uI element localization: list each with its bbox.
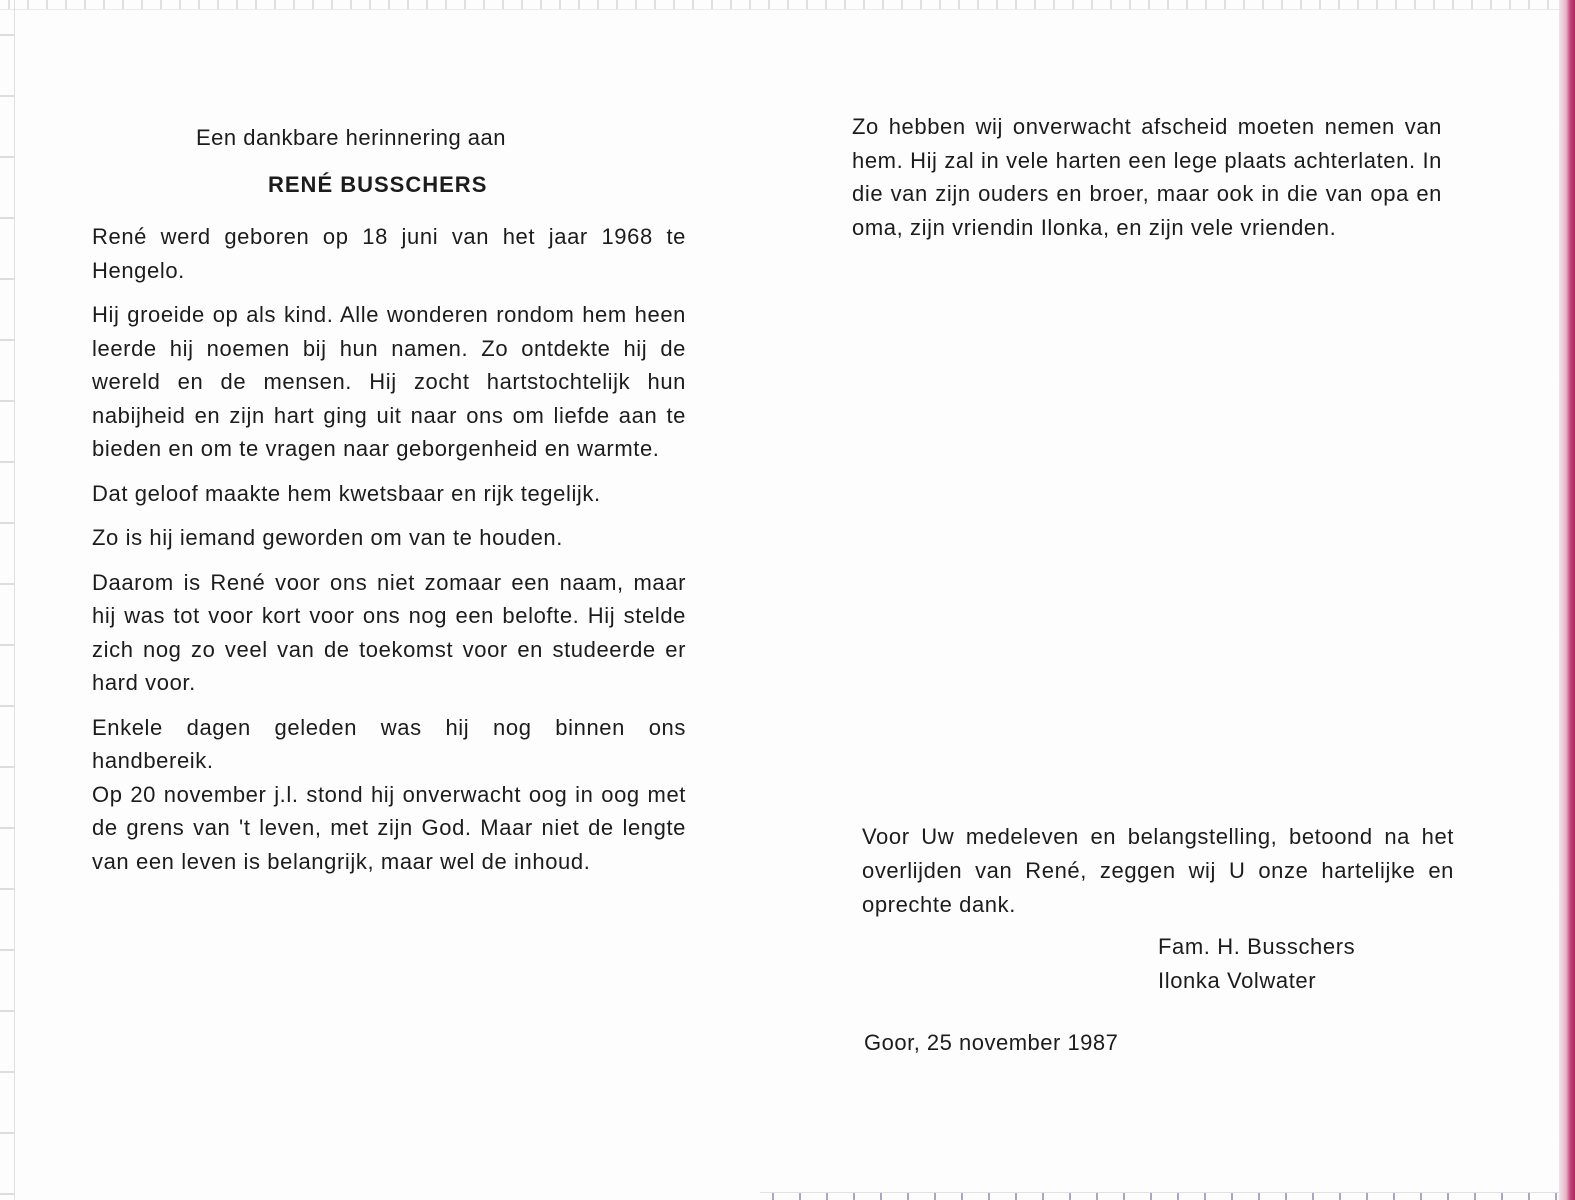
promise-paragraph: Daarom is René voor ons niet zomaar een naam, maar hij was tot voor kort voor ons nog een belofte. Hij stelde zich nog zo veel van de toekomst voor en studeerde er hard voor. bbox=[92, 569, 686, 695]
thanks-paragraph: Voor Uw medeleven en belangstelling, betoond na het overlijden van René, zeggen wij U onze hartelijke en oprechte dank. bbox=[862, 824, 1454, 917]
childhood-paragraph: Hij groeide op als kind. Alle wonderen rondom hem heen leerde hij noemen bij hun namen. Zo ontdekte hij de wereld en de mensen. Hij zocht hartstochtelijk hun nabijheid en zijn hart ging uit naar ons om liefde aan te bieden en om te vragen naar geborgenheid en warmte. bbox=[92, 302, 686, 461]
scan-left-edge bbox=[0, 0, 15, 1200]
pink-card-edge bbox=[1559, 0, 1575, 1200]
deceased-name: RENÉ BUSSCHERS bbox=[268, 172, 488, 197]
faith-paragraph: Dat geloof maakte hem kwetsbaar en rijk tegelijk. bbox=[92, 480, 601, 506]
birth-paragraph: René werd geboren op 18 juni van het jaar 1968 te Hengelo. bbox=[92, 224, 686, 283]
signer-family: Fam. H. Busschers bbox=[1158, 934, 1356, 959]
recent-paragraph: Enkele dagen geleden was hij nog binnen ons handbereik. bbox=[92, 714, 686, 773]
loved-paragraph: Zo is hij iemand geworden om van te houden. bbox=[92, 525, 563, 550]
signer-girlfriend: Ilonka Volwater bbox=[1158, 968, 1317, 993]
place-and-date: Goor, 25 november 1987 bbox=[864, 1030, 1119, 1055]
farewell-paragraph: Zo hebben wij onverwacht afscheid moeten nemen van hem. Hij zal in vele harten een lege plaats achterlaten. In die van zijn ouders en broer, maar ook in die van opa en oma, zijn vriendin Ilonka, en zijn vele vrienden. bbox=[852, 114, 1442, 240]
scan-bottom-edge bbox=[760, 1192, 1575, 1200]
card-title: Een dankbare herinnering aan bbox=[196, 125, 507, 150]
left-column bbox=[92, 220, 686, 889]
death-paragraph: Op 20 november j.l. stond hij onverwacht oog in oog met de grens van 't leven, met zijn God. Maar niet de lengte van een leven is belangrijk, maar wel de inhoud. bbox=[92, 781, 686, 874]
scan-top-edge bbox=[0, 0, 1575, 10]
right-column bbox=[852, 110, 1442, 255]
